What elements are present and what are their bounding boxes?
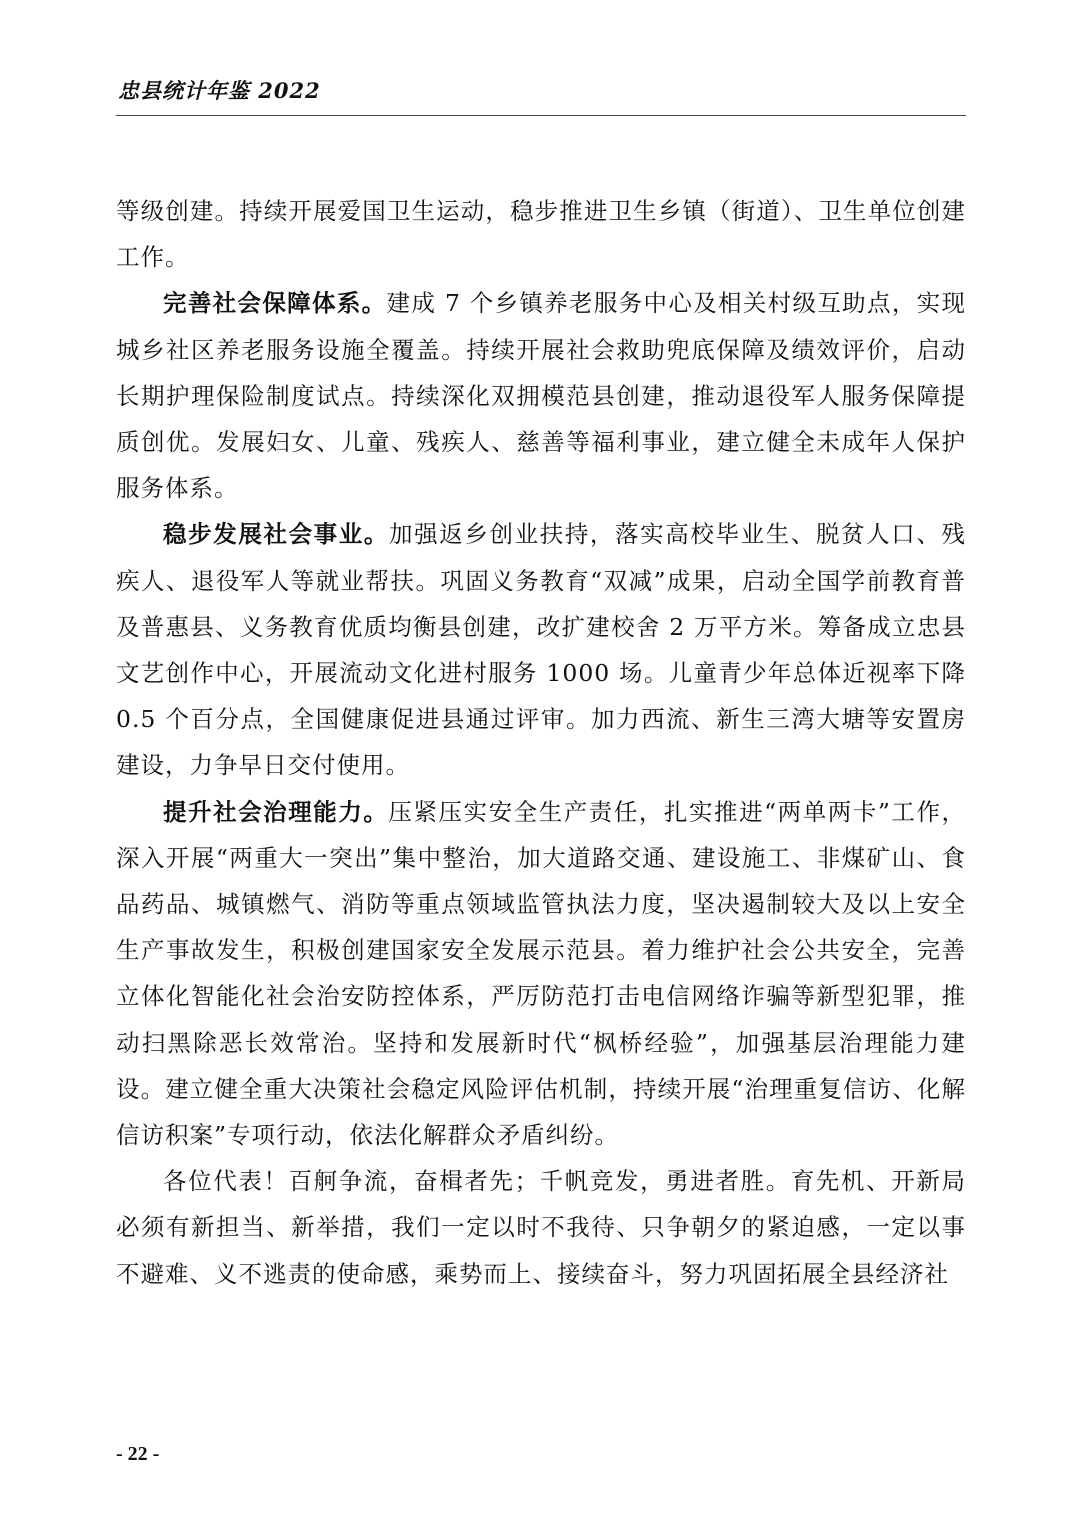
paragraph-lead: 稳步发展社会事业。: [163, 520, 390, 549]
paragraph-lead: 提升社会治理能力。: [163, 797, 389, 826]
paragraph-continuation: [116, 188, 966, 280]
header-rule: [116, 115, 966, 116]
paragraph-social-security: [116, 280, 966, 511]
paragraph-text: 压紧压实安全生产责任，扎实推进“两单两卡”工作，深入开展“两重大一突出”集中整治，加大道路交通、建设施工、非煤矿山、食品药品、城镇燃气、消防等重点领域监管执法力度，坚决遏制较大及以上安全生产事故发生，积极创建国家安全发展示范县。着力维护社会公共安全，完善立体化智能化社会治安防控体系，严厉防范打击电信网络诈骗等新型犯罪，推动扫黑除恶长效常治。坚持和发展新时代“枫桥经验”，加强基层治理能力建设。建立健全重大决策社会稳定风险评估机制，持续开展“治理重复信访、化解信访积案”专项行动，依法化解群众矛盾纠纷。: [116, 797, 967, 1150]
paragraph-text: 加强返乡创业扶持，落实高校毕业生、脱贫人口、残疾人、退役军人等就业帮扶。巩固义务教育“双减”成果，启动全国学前教育普及普惠县、义务教育优质均衡县创建，改扩建校舍 2 万平方米。筹备成立忠县文艺创作中心，开展流动文化进村服务 1000 场。儿童青少年总体近视率下降 0.5 个百分点，全国健康促进县通过评审。加力西流、新生三湾大塘等安置房建设，力争早日交付使用。: [116, 520, 967, 780]
paragraph-closing: [116, 1158, 966, 1297]
paragraph-text: 等级创建。持续开展爱国卫生运动，稳步推进卫生乡镇（街道）、卫生单位创建工作。: [116, 197, 966, 272]
paragraph-lead: 完善社会保障体系。: [163, 289, 387, 318]
paragraph-social-governance: [116, 789, 966, 1159]
page-number: - 22 -: [116, 1443, 160, 1465]
paragraph-social-undertakings: [116, 511, 966, 788]
body-text: [116, 188, 966, 1297]
running-header: 忠县统计年鉴 2022: [118, 78, 321, 103]
paragraph-text: 各位代表！百舸争流，奋楫者先；千帆竞发，勇进者胜。育先机、开新局必须有新担当、新举措，我们一定以时不我待、只争朝夕的紧迫感，一定以事不避难、义不逃责的使命感，乘势而上、接续奋斗，努力巩固拓展全县经济社: [116, 1167, 966, 1288]
paragraph-text: 建成 7 个乡镇养老服务中心及相关村级互助点，实现城乡社区养老服务设施全覆盖。持续开展社会救助兜底保障及绩效评价，启动长期护理保险制度试点。持续深化双拥模范县创建，推动退役军人服务保障提质创优。发展妇女、儿童、残疾人、慈善等福利事业，建立健全未成年人保护服务体系。: [116, 289, 966, 503]
